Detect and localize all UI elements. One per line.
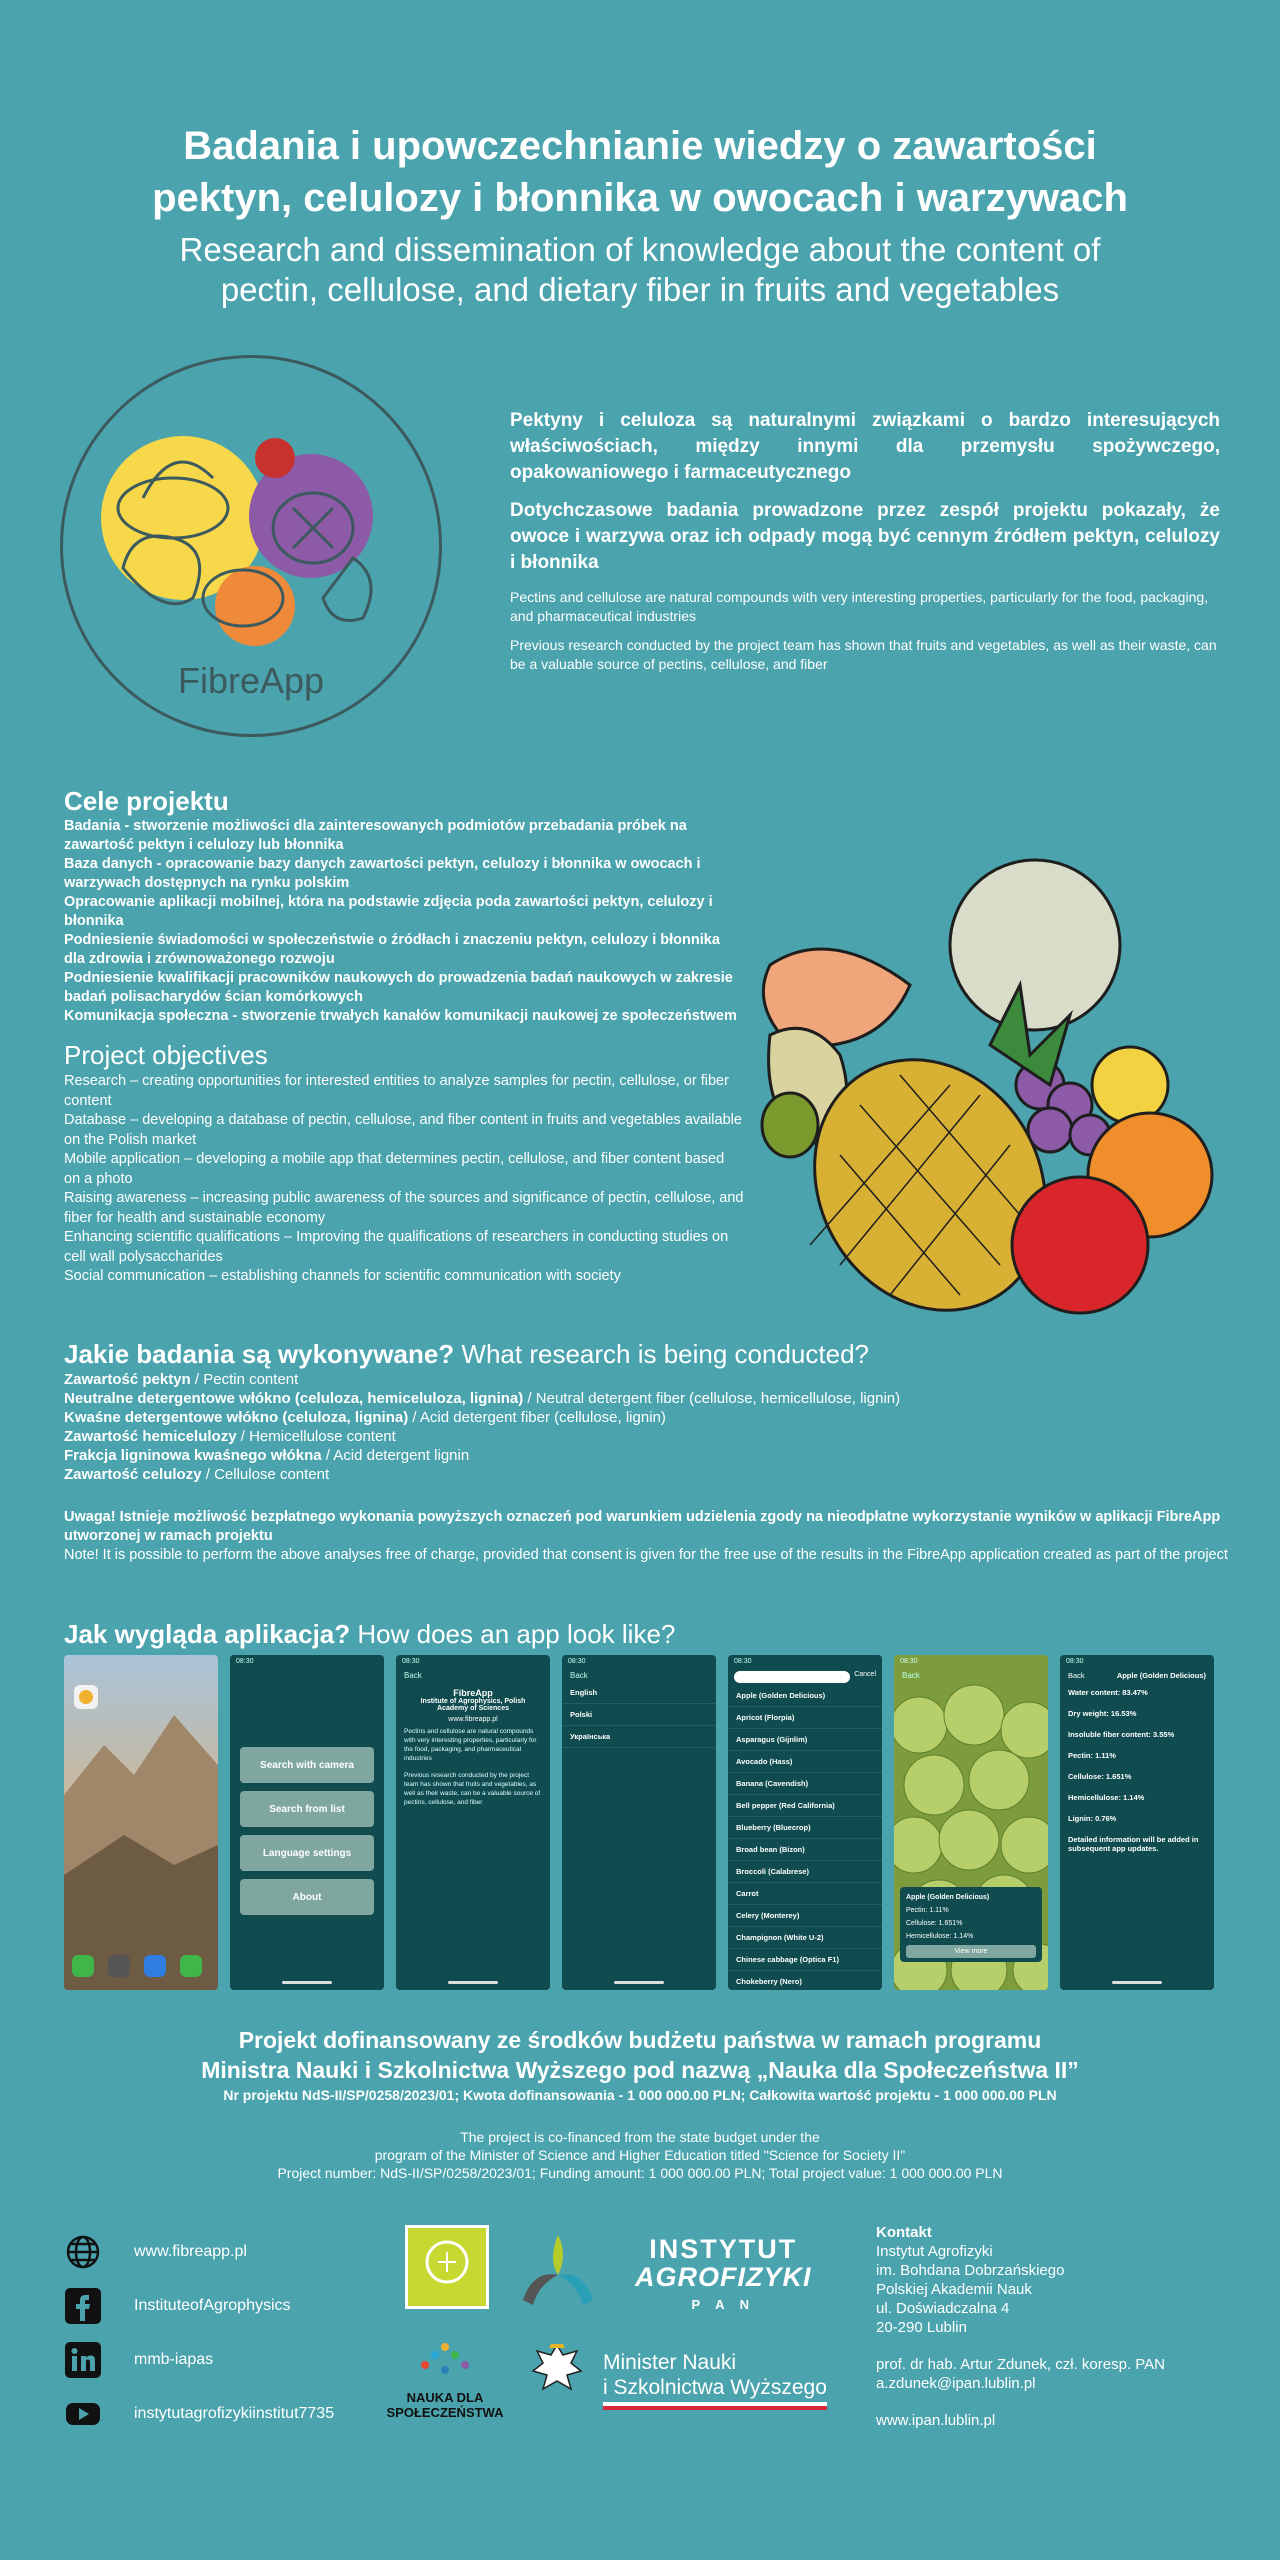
list-item: Raising awareness – increasing public awareness of the sources and significance of pectin, cellulose, and fiber for health and sustainable economy	[64, 1190, 744, 1226]
partner-logos	[386, 2225, 845, 2445]
linkedin-icon	[64, 2341, 102, 2379]
back-button[interactable]: Back	[902, 1671, 920, 1680]
list-item: Podniesienie kwalifikacji pracowników naukowych do prowadzenia badań naukowych w zakresie badań polisacharydów ścian komórkowych	[64, 970, 733, 1005]
contact-line: im. Bohdana Dobrzańskiego	[876, 2262, 1065, 2279]
research-pl: Zawartość pektyn	[64, 1371, 191, 1388]
list-item[interactable]: Chinese cabbage (Optica F1)	[728, 1949, 882, 1971]
search-row	[728, 1669, 882, 1685]
minister-text-1: Minister Nauki	[603, 2351, 737, 2374]
list-item: Social communication – establishing channels for scientific communication with society	[64, 1268, 621, 1284]
list-item: Research – creating opportunities for interested entities to analyze samples for pectin, cellulose, or fiber content	[64, 1073, 729, 1109]
list-item[interactable]: Apple (Golden Delicious)	[728, 1685, 882, 1707]
about-text-2: Previous research conducted by the project team has shown that fruits and vegetables, as well as their waste, can be a valuable source of pectins, cellulose, and fiber	[404, 1772, 541, 1806]
phone-detail	[1060, 1655, 1214, 1990]
intro-pl-2: Dotychczasowe badania prowadzone przez zespół projektu pokazały, że owoce i warzywa oraz ich odpady mogą być cennym źródłem pektyn, celulozy i błonnika	[510, 500, 1220, 573]
back-button[interactable]: Back	[404, 1671, 422, 1680]
research-row	[64, 1389, 1214, 1408]
funding-en-1: The project is co-financed from the state budget under the	[460, 2129, 820, 2145]
note	[64, 1508, 1244, 1565]
linkedin-text: mmb-iapas	[134, 2351, 214, 2368]
research-pl: Frakcja ligninowa kwaśnego włókna	[64, 1447, 322, 1464]
home-indicator	[282, 1981, 332, 1984]
search-input[interactable]	[734, 1671, 850, 1683]
research-row	[64, 1370, 1214, 1389]
home-indicator	[614, 1981, 664, 1984]
research-en: Cellulose content	[214, 1466, 330, 1483]
funding-pl	[0, 2025, 1280, 2105]
instytut-text: INSTYTUT	[649, 2234, 798, 2264]
status-bar: 08:30	[734, 1658, 752, 1665]
app-title-en: How does an app look like?	[357, 1619, 676, 1649]
research-pl: Neutralne detergentowe włókno (celuloza, hemiceluloza, lignina)	[64, 1390, 524, 1407]
research-row	[64, 1427, 1214, 1446]
detail-row: Water content: 83.47%	[1068, 1688, 1148, 1697]
search-camera-button[interactable]: Search with camera	[240, 1747, 374, 1783]
research-en: Acid detergent fiber (cellulose, lignin)	[419, 1409, 666, 1426]
facebook-icon	[64, 2287, 102, 2325]
intro	[510, 408, 1220, 684]
note-en: Note! It is possible to perform the above analyses free of charge, provided that consent is given for the free use of the results in the FibreApp application created as part of the project	[64, 1547, 1228, 1563]
research-row	[64, 1408, 1214, 1427]
pan-text: P A N	[691, 2297, 755, 2312]
minister-logo	[603, 2350, 827, 2410]
flag-red-bar	[603, 2406, 827, 2410]
mountain-wallpaper-icon	[64, 1655, 218, 1990]
separator: /	[408, 1409, 420, 1426]
contact-line: Polskiej Akademii Nauk	[876, 2281, 1032, 2298]
phone-about	[396, 1655, 550, 1990]
detail-note: Detailed information will be added in subsequent app updates.	[1068, 1835, 1199, 1853]
list-item[interactable]: Broccoli (Calabrese)	[728, 1861, 882, 1883]
separator: /	[523, 1390, 536, 1407]
separator: /	[321, 1447, 334, 1464]
search-list-button[interactable]: Search from list	[240, 1791, 374, 1827]
contact-line: 20-290 Lublin	[876, 2319, 967, 2336]
detail-title: Apple (Golden Delicious)	[1116, 1671, 1206, 1680]
detail-row: Hemicellulose: 1.14%	[1068, 1793, 1145, 1802]
result-name: Apple (Golden Delicious)	[906, 1894, 990, 1901]
language-option-polski[interactable]: Polski	[562, 1704, 716, 1726]
phone-list	[728, 1655, 882, 1990]
back-button[interactable]: Back	[1068, 1671, 1085, 1680]
separator: /	[236, 1428, 250, 1445]
nauka-dots-icon	[410, 2335, 480, 2385]
result-card	[900, 1887, 1042, 1962]
globe-icon	[64, 2233, 102, 2271]
contact	[876, 2223, 1216, 2430]
nauka-text-2: SPOŁECZEŃSTWA	[386, 2405, 504, 2420]
title-en	[0, 230, 1280, 310]
contact-email[interactable]: a.zdunek@ipan.lublin.pl	[876, 2375, 1036, 2392]
language-option-english[interactable]: English	[562, 1682, 716, 1704]
funding-en-3: Project number: NdS-II/SP/0258/2023/01; Funding amount: 1 000 000.00 PLN; Total project value: 1 000 000.00 PLN	[277, 2165, 1003, 2181]
logo-text: FibreApp	[177, 660, 325, 701]
goals-list	[64, 817, 744, 1026]
research-title-pl: Jakie badania są wykonywane?	[64, 1339, 455, 1369]
about-text: Pectins and cellulose are natural compounds with very interesting properties, particularly for the food, packaging, and pharmaceutical industries	[404, 1728, 537, 1762]
contact-person: prof. dr hab. Artur Zdunek, czł. koresp. PAN	[876, 2356, 1166, 2373]
result-cellulose: Cellulose: 1.651%	[906, 1920, 963, 1927]
funding-en	[0, 2128, 1280, 2182]
fibreapp-badge-logo	[405, 2225, 489, 2309]
contact-website[interactable]: www.ipan.lublin.pl	[876, 2412, 996, 2429]
title-pl-line1: Badania i upowczechnianie wiedzy o zawartości	[183, 124, 1097, 168]
website-text: www.fibreapp.pl	[134, 2243, 247, 2260]
phone-homescreen	[64, 1655, 218, 1990]
list-item: Mobile application – developing a mobile app that determines pectin, cellulose, and fiber content based on a photo	[64, 1151, 725, 1187]
intro-en-2: Previous research conducted by the project team has shown that fruits and vegetables, as well as their waste, can be a valuable source of pectins, cellulose, and fiber	[510, 637, 1217, 672]
title-pl-line2: pektyn, celulozy i błonnika w owocach i warzywach	[152, 176, 1128, 220]
minister-text-2: i Szkolnictwa Wyższego	[603, 2376, 827, 2399]
research-title-en: What research is being conducted?	[461, 1339, 869, 1369]
detail-row: Lignin: 0.76%	[1068, 1814, 1117, 1823]
research-row	[64, 1465, 1214, 1484]
note-pl: Uwaga! Istnieje możliwość bezpłatnego wykonania powyższych oznaczeń pod warunkiem udzielenia zgody na nieodpłatne wykorzystanie wyników w aplikacji FibreApp utworzonej w ramach projektu	[64, 1509, 1221, 1544]
detail-row: Dry weight: 16.53%	[1068, 1709, 1137, 1718]
list-item[interactable]: Bell pepper (Red California)	[728, 1795, 882, 1817]
website-link[interactable]	[64, 2225, 334, 2279]
detail-header	[1060, 1669, 1214, 1682]
research-title	[64, 1338, 1214, 1370]
nauka-logo	[385, 2335, 505, 2420]
list-item: Badania - stworzenie możliwości dla zainteresowanych podmiotów przebadania próbek na zawartość pektyn i celulozy lub błonnika	[64, 818, 687, 853]
objectives-title: Project objectives	[64, 1040, 268, 1070]
list-item: Database – developing a database of pectin, cellulose, and fiber content in fruits and vegetables available on the Polish market	[64, 1112, 742, 1148]
phone-languages	[562, 1655, 716, 1990]
youtube-icon	[64, 2395, 102, 2433]
status-bar: 08:30	[1066, 1658, 1084, 1665]
detail-row: Insoluble fiber content: 3.55%	[1068, 1730, 1175, 1739]
list-item[interactable]: Champignon (White U-2)	[728, 1927, 882, 1949]
language-option-ukrainian[interactable]: Українська	[562, 1726, 716, 1748]
facebook-text: InstituteofAgrophysics	[134, 2297, 291, 2314]
title-pl	[0, 120, 1280, 224]
back-button[interactable]: Back	[570, 1671, 588, 1680]
result-hemicellulose: Hemicellulose: 1.14%	[906, 1933, 974, 1940]
cancel-button[interactable]: Cancel	[854, 1671, 876, 1678]
status-bar: 08:30	[402, 1658, 420, 1665]
research-section	[64, 1338, 1214, 1484]
list-item: Baza danych - opracowanie bazy danych zawartości pektyn, celulozy i błonnika w owocach i warzywach dostępnych na rynku polskim	[64, 856, 701, 891]
research-en: Acid detergent lignin	[333, 1447, 470, 1464]
contact-line: ul. Doświadczalna 4	[876, 2300, 1010, 2317]
list-item[interactable]: Blueberry (Bluecrop)	[728, 1817, 882, 1839]
about-title: FibreApp	[453, 1688, 493, 1698]
polish-eagle-icon	[527, 2340, 587, 2410]
detail-row: Pectin: 1.11%	[1068, 1751, 1116, 1760]
view-more-button[interactable]: View more	[906, 1945, 1036, 1958]
intro-en-1: Pectins and cellulose are natural compounds with very interesting properties, particularly for the food, packaging, and pharmaceutical industries	[510, 589, 1209, 624]
detail-row: Cellulose: 1.651%	[1068, 1772, 1132, 1781]
intro-pl-1: Pektyny i celuloza są naturalnymi związkami o bardzo interesujących właściwościach, między innymi dla przemysłu spożywczego, opakowaniowego i farmaceutycznego	[510, 410, 1220, 483]
language-settings-button[interactable]: Language settings	[240, 1835, 374, 1871]
list-item[interactable]: Banana (Cavendish)	[728, 1773, 882, 1795]
funding-en-2: program of the Minister of Science and Higher Education titled "Science for Society II"	[374, 2147, 906, 2163]
research-en: Hemicellulose content	[249, 1428, 396, 1445]
home-indicator	[1112, 1981, 1162, 1984]
app-screens	[64, 1655, 1216, 1990]
app-title	[64, 1618, 675, 1650]
research-pl: Kwaśne detergentowe włókno (celuloza, lignina)	[64, 1409, 409, 1426]
youtube-link[interactable]	[64, 2387, 334, 2441]
instytut-agrofizyki-logo	[635, 2235, 812, 2319]
research-en: Pectin content	[203, 1371, 299, 1388]
linkedin-link[interactable]	[64, 2333, 334, 2387]
list-item[interactable]: Avocado (Hass)	[728, 1751, 882, 1773]
app-title-pl: Jak wygląda aplikacja?	[64, 1619, 351, 1649]
list-item: Komunikacja społeczna - stworzenie trwałych kanałów komunikacji naukowej ze społeczeństwem	[64, 1008, 737, 1024]
phone-camera	[894, 1655, 1048, 1990]
research-en: Neutral detergent fiber (cellulose, hemicellulose, lignin)	[535, 1390, 901, 1407]
phone-menu	[230, 1655, 384, 1990]
project-goals	[64, 785, 744, 1287]
list-item[interactable]: Celery (Monterey)	[728, 1905, 882, 1927]
funding-pl-1: Projekt dofinansowany ze środków budżetu państwa w ramach programu	[238, 2027, 1042, 2053]
list-item: Podniesienie świadomości w społeczeństwie o źródłach i znaczeniu pektyn, celulozy i błonnika dla zdrowia i zrównoważonego rozwoju	[64, 932, 720, 967]
about-url[interactable]: www.fibreapp.pl	[448, 1716, 498, 1723]
title-en-line2: pectin, cellulose, and dietary fiber in fruits and vegetables	[220, 271, 1060, 308]
list-item[interactable]: Asparagus (Gijnlim)	[728, 1729, 882, 1751]
youtube-text: instytutagrofizykiinstitut7735	[134, 2405, 335, 2422]
about-button[interactable]: About	[240, 1879, 374, 1915]
agrofizyki-text: AGROFIZYKI	[635, 2262, 812, 2292]
separator: /	[190, 1371, 204, 1388]
title-en-line1: Research and dissemination of knowledge about the content of	[179, 231, 1101, 268]
research-row	[64, 1446, 1214, 1465]
status-bar: 08:30	[568, 1658, 586, 1665]
home-indicator	[448, 1981, 498, 1984]
list-item[interactable]: Apricot (Florpia)	[728, 1707, 882, 1729]
research-pl: Zawartość celulozy	[64, 1466, 202, 1483]
objectives-list	[64, 1072, 744, 1287]
nauka-text-1: NAUKA DLA	[406, 2390, 484, 2405]
fruit-illustration-icon	[750, 855, 1230, 1355]
funding-pl-2: Ministra Nauki i Szkolnictwa Wyższego pod nazwą „Nauka dla Społeczeństwa II”	[201, 2057, 1079, 2083]
status-bar: 08:30	[236, 1658, 254, 1665]
facebook-link[interactable]	[64, 2279, 334, 2333]
list-item[interactable]: Chokeberry (Nero)	[728, 1971, 882, 1990]
contact-title: Kontakt	[876, 2224, 932, 2241]
list-item: Opracowanie aplikacji mobilnej, która na podstawie zdjęcia poda zawartości pektyn, celulozy i błonnika	[64, 894, 713, 929]
separator: /	[201, 1466, 215, 1483]
instytut-agrofizyki-emblem-icon	[513, 2230, 603, 2310]
contact-line: Instytut Agrofizyki	[876, 2243, 993, 2260]
research-pl: Zawartość hemicelulozy	[64, 1428, 237, 1445]
list-item[interactable]: Broad bean (Bizon)	[728, 1839, 882, 1861]
list-item: Enhancing scientific qualifications – Improving the qualifications of researchers in conducting studies on cell wall polysaccharides	[64, 1229, 729, 1265]
list-item[interactable]: Carrot	[728, 1883, 882, 1905]
about-org: Institute of Agrophysics, Polish Academy of Sciences	[420, 1698, 526, 1712]
result-pectin: Pectin: 1.11%	[906, 1907, 949, 1914]
status-bar: 08:30	[900, 1658, 918, 1665]
goals-title: Cele projektu	[64, 786, 229, 816]
funding-pl-3: Nr projektu NdS-II/SP/0258/2023/01; Kwota dofinansowania - 1 000 000.00 PLN; Całkowita wartość projektu - 1 000 000.00 PLN	[223, 2087, 1057, 2103]
social-links	[64, 2225, 334, 2441]
